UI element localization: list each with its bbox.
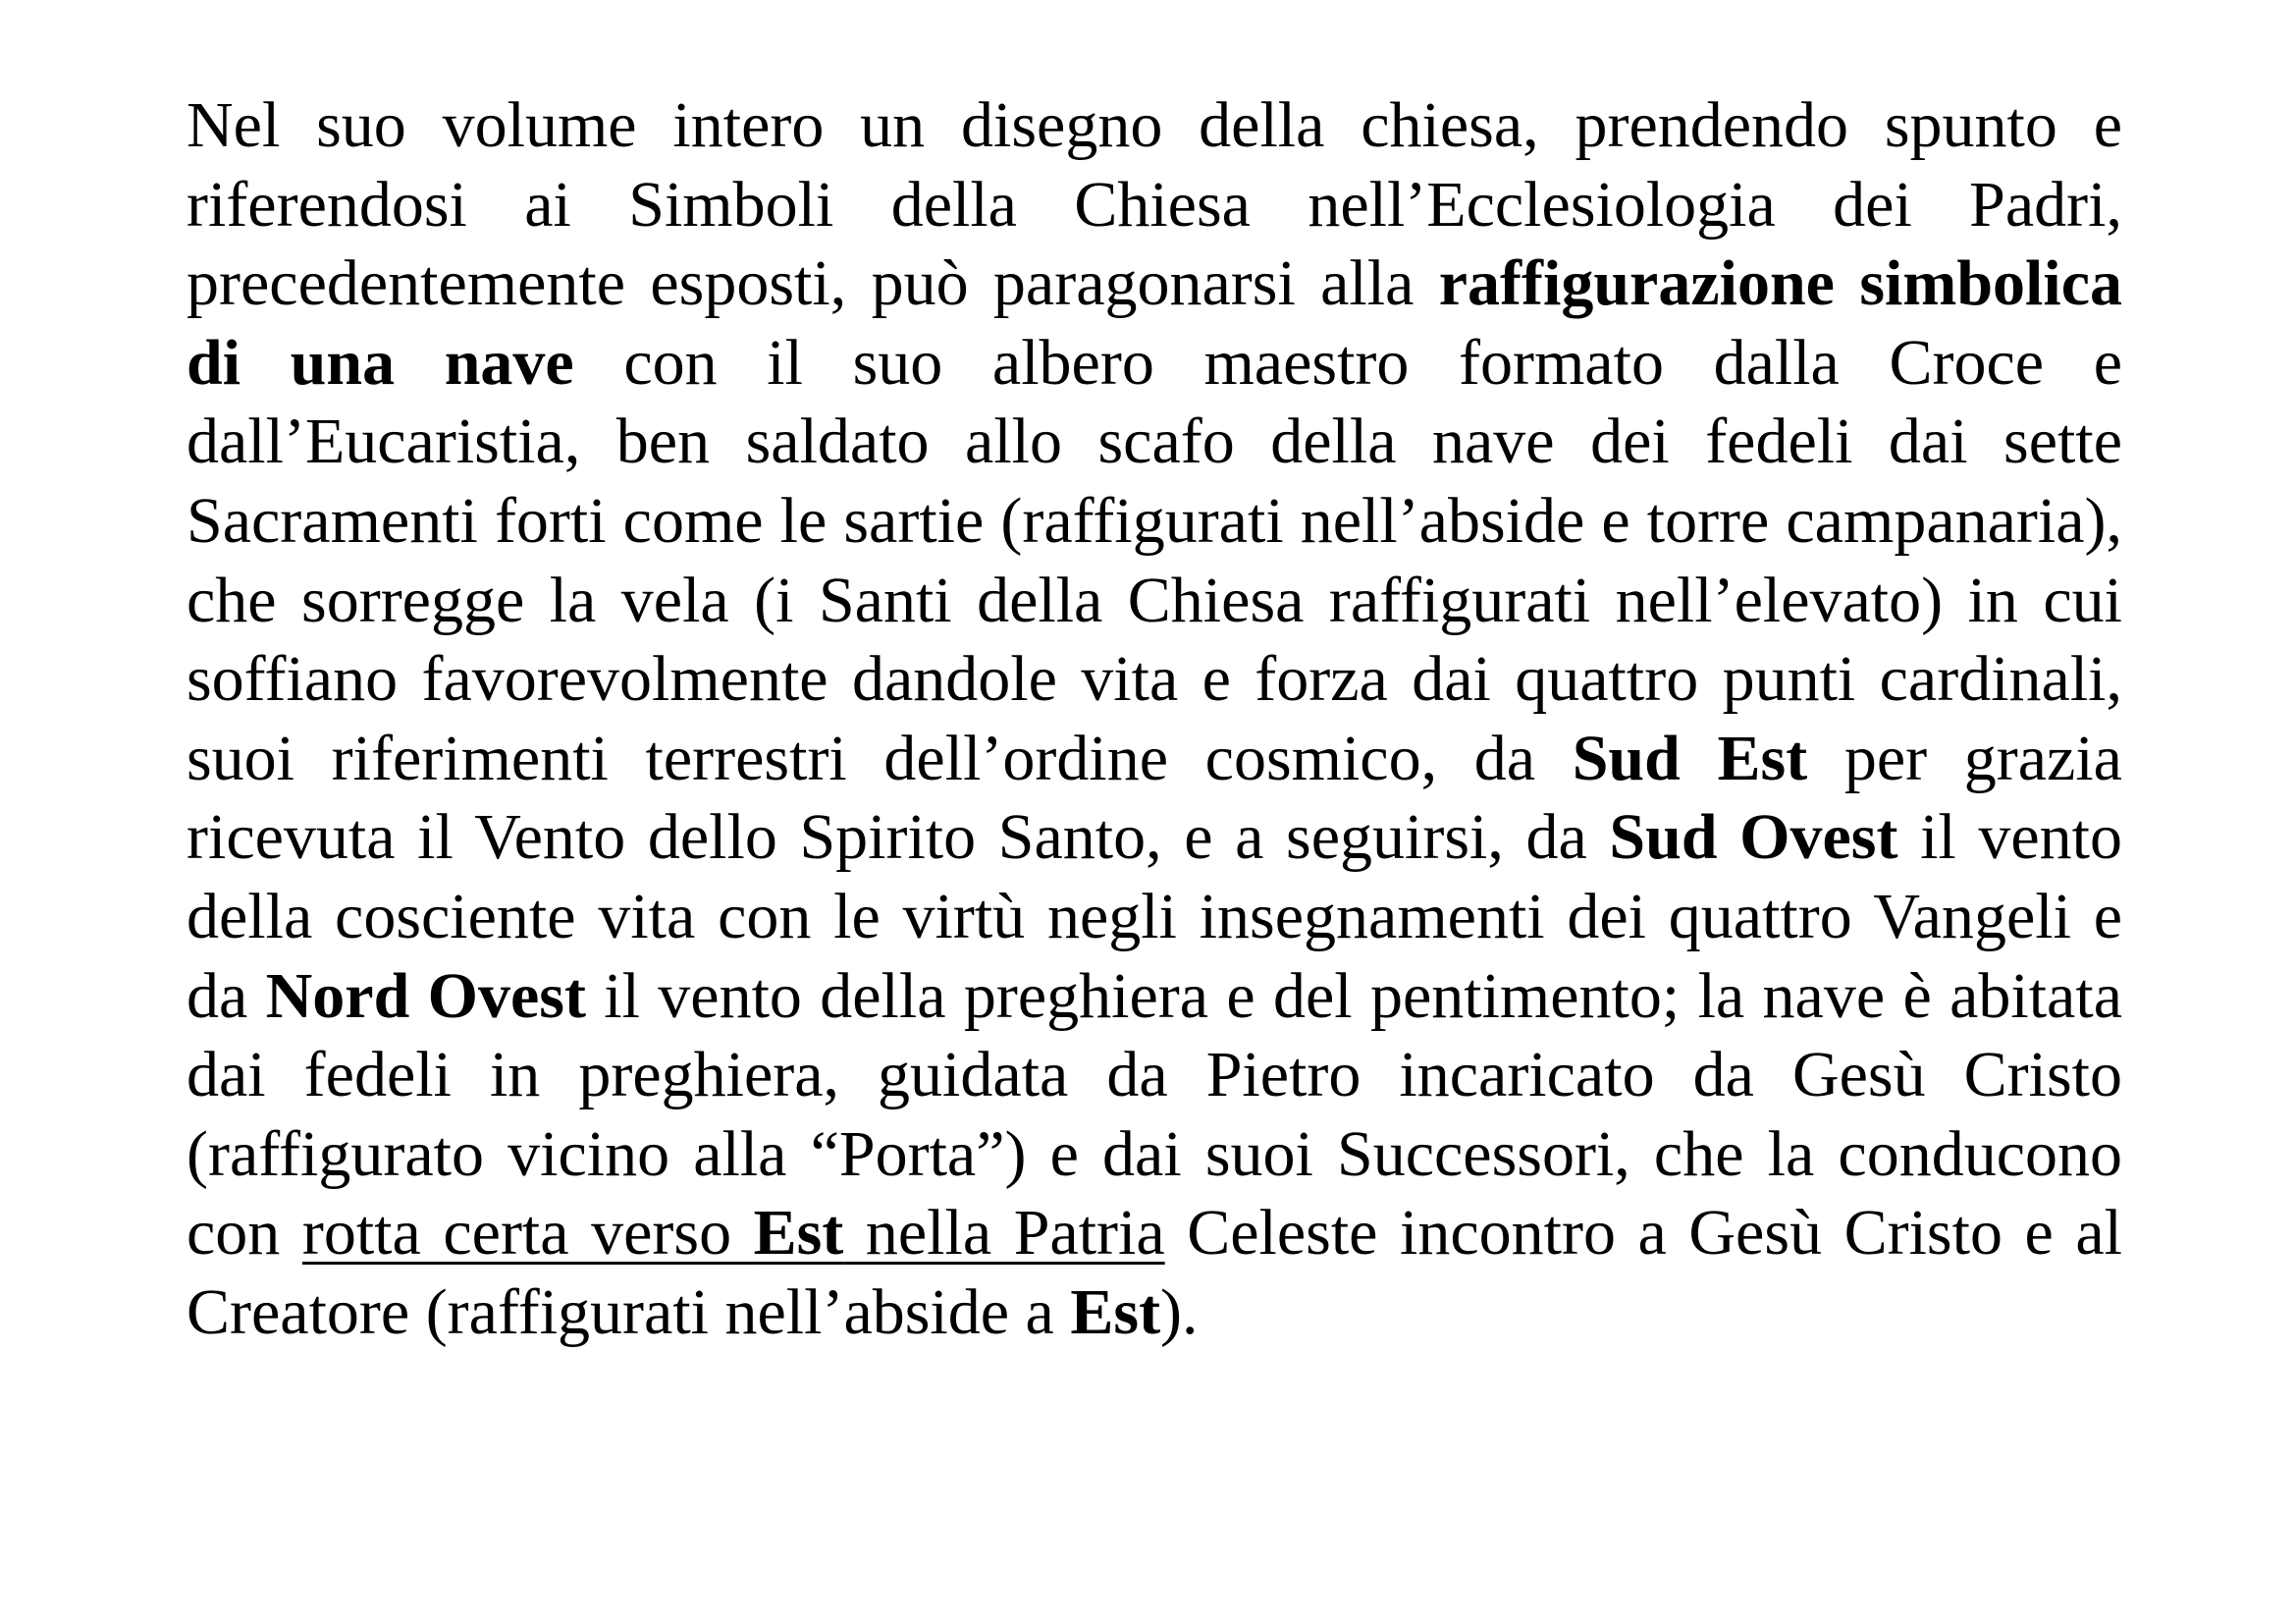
text-run: il vento della preghiera e del pentimento; la nave è abitata dai fedeli in preghiera, guidata da Pietro incaricato da Gesù Cristo (raffigurato vicino alla “Porta”) e dai suoi Successori, che la conducono con	[187, 959, 2122, 1270]
bold-phrase-nave: raffigurazione simbolica di una nave	[187, 247, 2122, 399]
text-run: ).	[1160, 1275, 1199, 1348]
text-run: per grazia ricevuta il Vento dello Spirito Santo, e a seguirsi, da	[187, 722, 2122, 874]
underlined-text-run: rotta certa verso	[301, 1197, 754, 1270]
bold-phrase-sud-ovest: Sud Ovest	[1609, 801, 1898, 874]
body-paragraph	[187, 86, 2122, 1353]
bold-phrase-est: Est	[1070, 1275, 1161, 1348]
underlined-phrase	[302, 1197, 1165, 1269]
text-run: con il suo albero maestro formato dalla Croce e dall’Eucaristia, ben saldato allo scafo della nave dei fedeli dai sette Sacramenti forti come le sartie (raffigurati nell’abside e torre campanaria), che sorregge la vela (i Santi della Chiesa raffigurati nell’elevato) in cui soffiano favorevolmente dandole vita e forza dai quattro punti cardinali, suoi riferimenti terrestri dell’ordine cosmico, da	[187, 326, 2122, 794]
underlined-text-run: nella Patria	[843, 1197, 1165, 1270]
bold-phrase-est-underlined: Est	[753, 1197, 844, 1270]
text-run: Celeste incontro a Gesù Cristo e al Creatore (raffigurati nell’abside a	[187, 1197, 2122, 1348]
text-run: Nel suo volume intero un disegno della chiesa, prendendo spunto e riferendosi ai Simboli della Chiesa nell’Ecclesiologia dei Padri, precedentemente esposti, può paragonarsi alla	[187, 89, 2122, 320]
text-run: il vento della cosciente vita con le virtù negli insegnamenti dei quattro Vangeli e da	[187, 801, 2122, 1032]
bold-phrase-nord-ovest: Nord Ovest	[265, 959, 586, 1032]
bold-phrase-sud-est: Sud Est	[1572, 722, 1808, 794]
